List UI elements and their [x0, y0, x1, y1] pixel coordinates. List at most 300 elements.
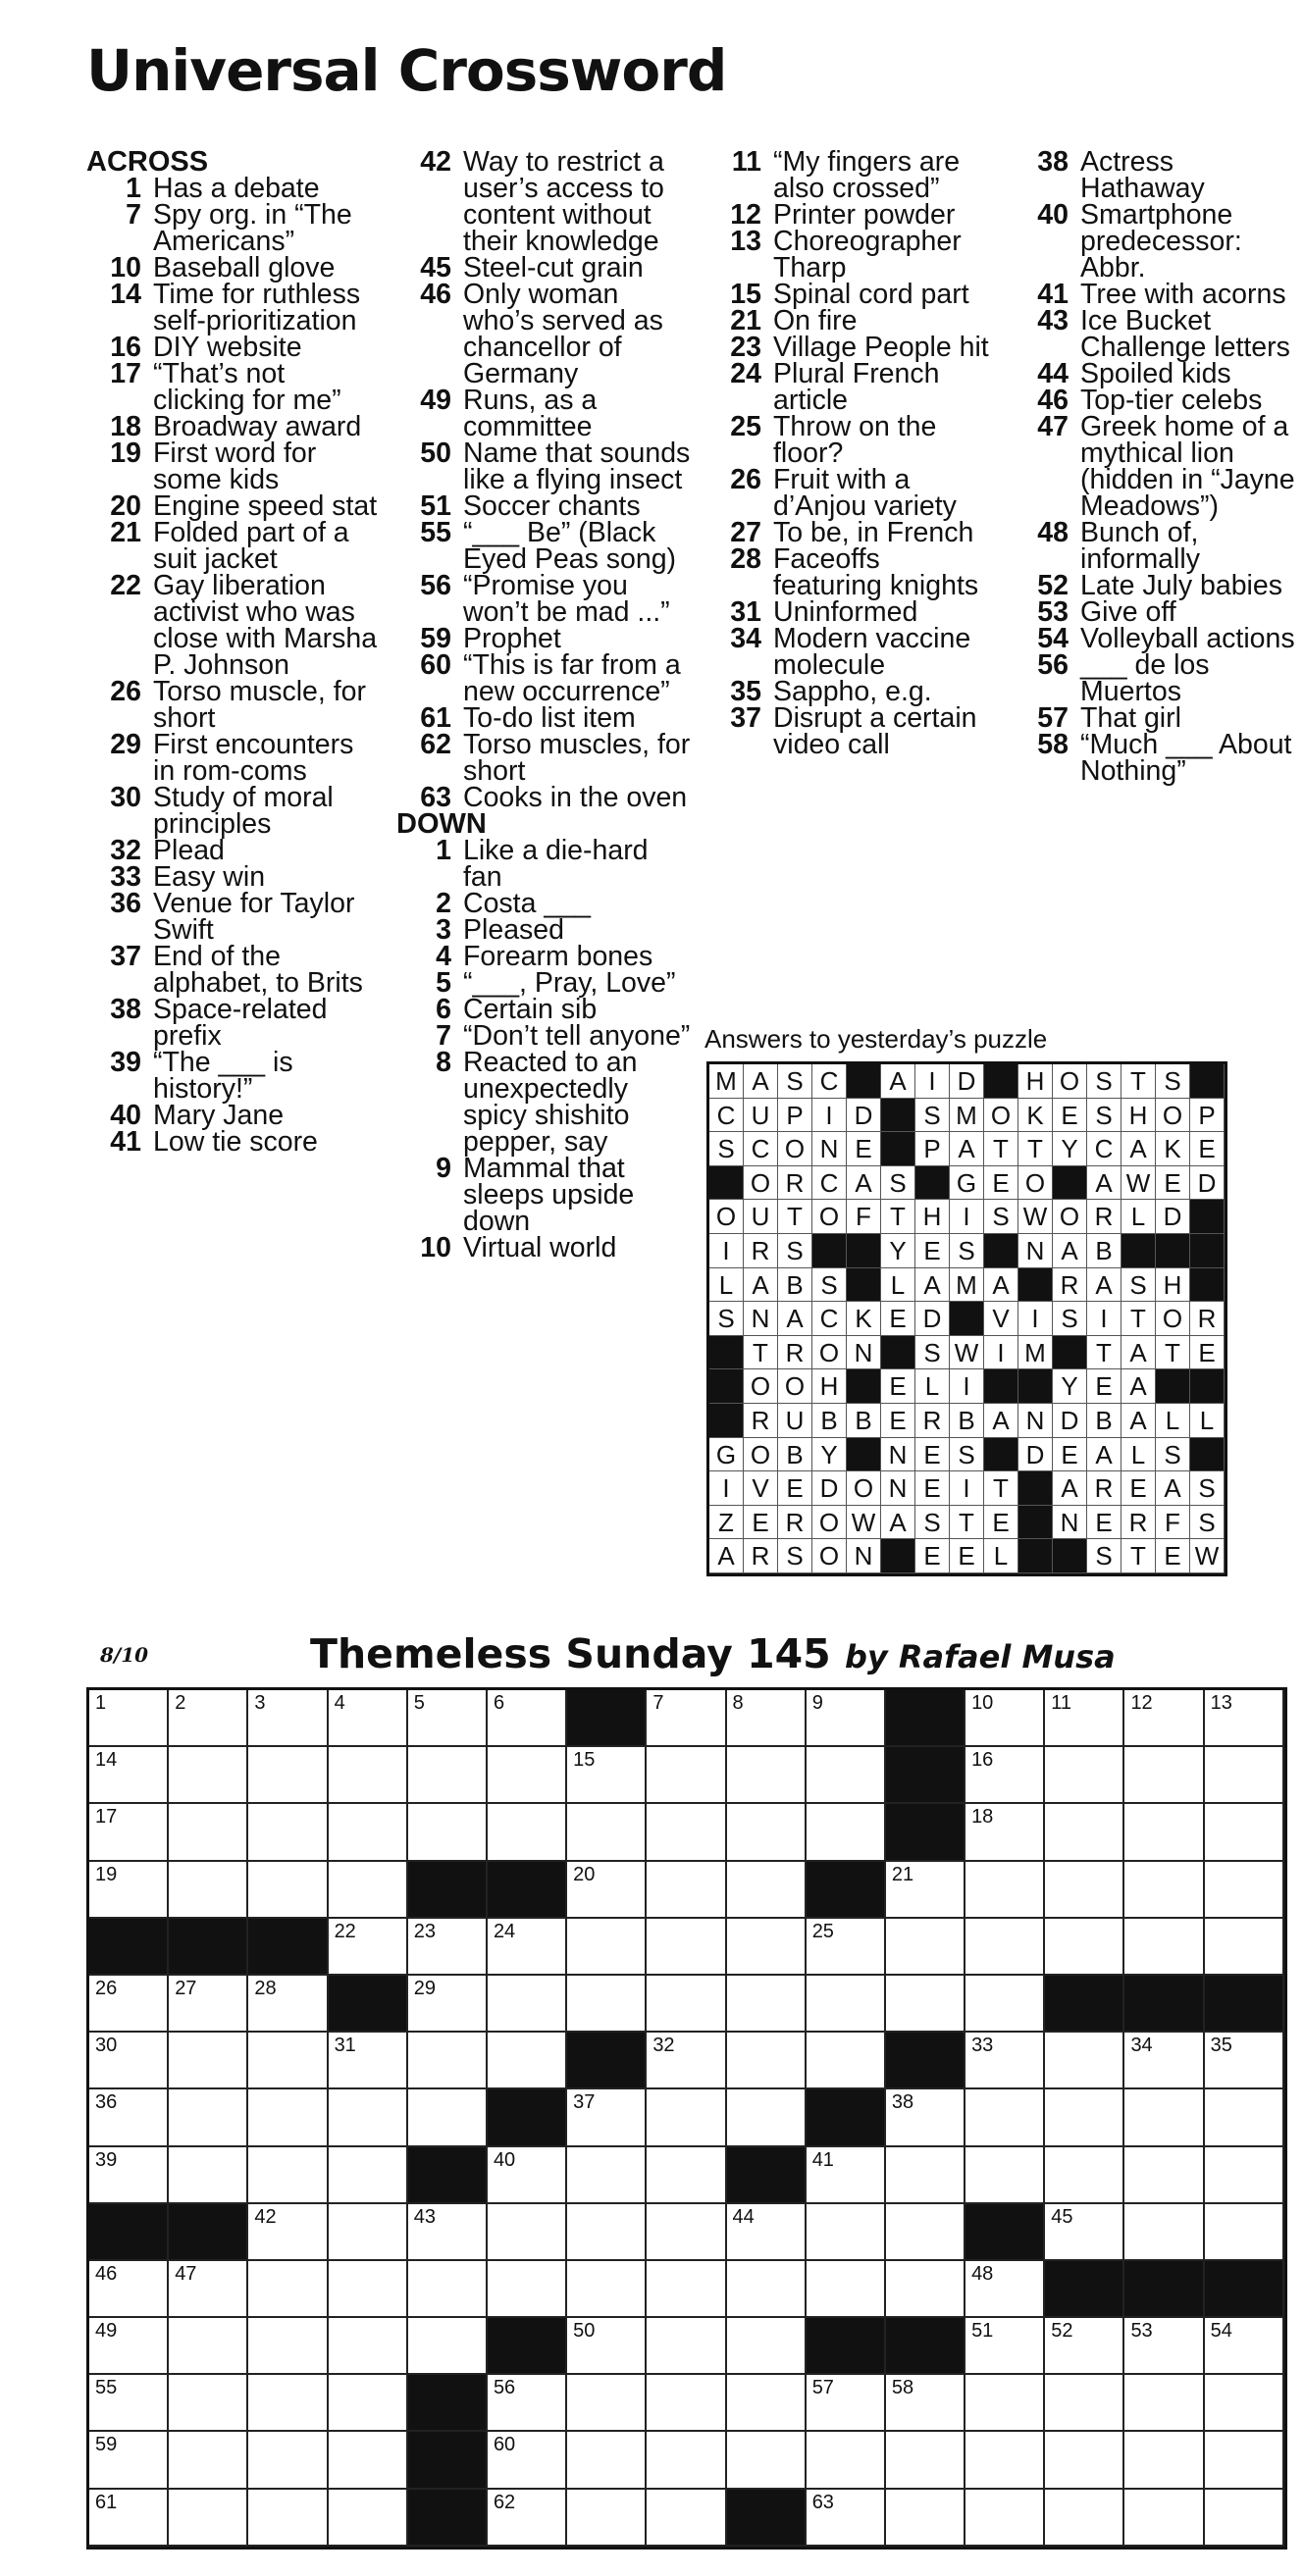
- grid-cell[interactable]: [488, 2261, 567, 2318]
- clue-number: 39: [110, 1047, 141, 1078]
- grid-cell[interactable]: [169, 1976, 248, 2033]
- clue-number: 20: [110, 490, 141, 522]
- grid-cell[interactable]: [965, 2490, 1045, 2547]
- cell-number: 42: [254, 2205, 277, 2228]
- clue: [396, 994, 691, 1025]
- grid-cell[interactable]: [647, 1919, 726, 1976]
- answer-cell: S: [984, 1200, 1018, 1234]
- grid-cell[interactable]: [886, 2490, 965, 2547]
- answer-cell: H: [1121, 1099, 1156, 1133]
- grid-block: [488, 1862, 567, 1919]
- clue-text: DIY website: [153, 332, 302, 363]
- clue-text: “___ Be” (Black Eyed Peas song): [463, 517, 677, 575]
- grid-cell[interactable]: [567, 1804, 647, 1861]
- grid-cell[interactable]: [647, 2490, 726, 2547]
- answer-block: [709, 1404, 744, 1438]
- answer-cell: R: [1087, 1471, 1121, 1506]
- cell-number: 2: [175, 1692, 186, 1714]
- grid-cell[interactable]: [807, 1976, 886, 2033]
- clue-text: Uninformed: [773, 596, 918, 628]
- grid-cell[interactable]: [89, 2033, 169, 2089]
- grid-cell[interactable]: [488, 1804, 567, 1861]
- clue: [1014, 358, 1298, 389]
- clue-number: 54: [1037, 623, 1069, 654]
- clue: [86, 490, 381, 522]
- answer-cell: A: [847, 1166, 881, 1201]
- grid-cell[interactable]: [886, 2375, 965, 2432]
- grid-cell[interactable]: [567, 2147, 647, 2204]
- grid-cell[interactable]: [248, 2147, 328, 2204]
- grid-cell[interactable]: [169, 1804, 248, 1861]
- answer-cell: W: [1190, 1539, 1225, 1573]
- grid-cell[interactable]: [408, 2089, 488, 2146]
- grid-cell[interactable]: [727, 2204, 807, 2261]
- clue-number: 40: [1037, 199, 1069, 231]
- clue-text: Spoiled kids: [1080, 358, 1231, 389]
- grid-cell[interactable]: [1205, 1804, 1284, 1861]
- grid-cell[interactable]: [169, 2261, 248, 2318]
- grid-cell[interactable]: [169, 2147, 248, 2204]
- answer-block: [950, 1302, 984, 1336]
- grid-cell[interactable]: [965, 1862, 1045, 1919]
- grid-cell[interactable]: [886, 2261, 965, 2318]
- grid-cell[interactable]: [727, 2261, 807, 2318]
- grid-cell[interactable]: [1205, 2147, 1284, 2204]
- answer-cell: E: [1121, 1471, 1156, 1506]
- grid-cell[interactable]: [1205, 2432, 1284, 2489]
- grid-cell[interactable]: [329, 1862, 408, 1919]
- grid-block: [329, 1976, 408, 2033]
- grid-cell[interactable]: [727, 1919, 807, 1976]
- grid-cell[interactable]: [248, 2261, 328, 2318]
- grid-cell[interactable]: [807, 1747, 886, 1804]
- answer-cell: S: [778, 1064, 812, 1099]
- grid-cell[interactable]: [1124, 1690, 1204, 1747]
- grid-cell[interactable]: [1205, 1919, 1284, 1976]
- answer-cell: O: [1053, 1200, 1087, 1234]
- grid-cell[interactable]: [248, 1804, 328, 1861]
- grid-cell[interactable]: [965, 2432, 1045, 2489]
- grid-cell[interactable]: [567, 1919, 647, 1976]
- grid-cell[interactable]: [965, 2318, 1045, 2375]
- grid-cell[interactable]: [488, 2033, 567, 2089]
- grid-cell[interactable]: [727, 2089, 807, 2146]
- grid-cell[interactable]: [1045, 2033, 1124, 2089]
- answer-cell: A: [1053, 1471, 1087, 1506]
- clue: [396, 517, 691, 575]
- grid-cell[interactable]: [965, 1804, 1045, 1861]
- answer-cell: S: [1156, 1064, 1190, 1099]
- grid-cell[interactable]: [248, 2432, 328, 2489]
- answer-cell: S: [778, 1539, 812, 1573]
- grid-cell[interactable]: [727, 1747, 807, 1804]
- grid-cell[interactable]: [408, 1690, 488, 1747]
- grid-cell[interactable]: [1205, 1862, 1284, 1919]
- grid-block: [567, 2033, 647, 2089]
- grid-cell[interactable]: [1124, 2432, 1204, 2489]
- grid-cell[interactable]: [89, 2432, 169, 2489]
- grid-cell[interactable]: [248, 2204, 328, 2261]
- grid-cell[interactable]: [248, 2490, 328, 2547]
- clue: [86, 279, 381, 336]
- grid-cell[interactable]: [1045, 1862, 1124, 1919]
- grid-cell[interactable]: [329, 2033, 408, 2089]
- grid-cell[interactable]: [408, 2318, 488, 2375]
- clue-text: Sappho, e.g.: [773, 676, 932, 707]
- grid-cell[interactable]: [647, 2261, 726, 2318]
- grid-cell[interactable]: [329, 2089, 408, 2146]
- clue: [1014, 146, 1298, 204]
- answer-cell: A: [881, 1506, 915, 1540]
- grid-cell[interactable]: [567, 2261, 647, 2318]
- grid-cell[interactable]: [169, 2490, 248, 2547]
- grid-cell[interactable]: [1205, 2089, 1284, 2146]
- answer-cell: O: [709, 1200, 744, 1234]
- grid-cell[interactable]: [886, 1862, 965, 1919]
- grid-cell[interactable]: [1045, 2318, 1124, 2375]
- grid-cell[interactable]: [567, 2375, 647, 2432]
- grid-cell[interactable]: [647, 1747, 726, 1804]
- clue: [396, 387, 691, 440]
- grid-cell[interactable]: [488, 2204, 567, 2261]
- grid-cell[interactable]: [329, 1747, 408, 1804]
- clue-number: 45: [420, 252, 451, 283]
- grid-cell[interactable]: [1124, 1919, 1204, 1976]
- clue-number: 29: [110, 729, 141, 760]
- grid-cell[interactable]: [248, 1690, 328, 1747]
- grid-cell[interactable]: [248, 2318, 328, 2375]
- grid-cell[interactable]: [408, 1747, 488, 1804]
- clue-number: 48: [1037, 517, 1069, 548]
- grid-cell[interactable]: [1124, 1747, 1204, 1804]
- grid-cell[interactable]: [727, 2375, 807, 2432]
- clue-text: Greek home of a mythical lion (hidden in “Jayne Meadows”): [1080, 411, 1295, 522]
- grid-cell[interactable]: [965, 2033, 1045, 2089]
- answer-cell: C: [709, 1099, 744, 1133]
- grid-block: [169, 2204, 248, 2261]
- grid-cell[interactable]: [169, 2375, 248, 2432]
- grid-cell[interactable]: [1124, 1862, 1204, 1919]
- grid-cell[interactable]: [1045, 2432, 1124, 2489]
- clue: [396, 967, 691, 999]
- grid-cell[interactable]: [488, 2147, 567, 2204]
- answer-cell: N: [881, 1471, 915, 1506]
- answer-block: [1156, 1234, 1190, 1268]
- grid-cell[interactable]: [329, 2318, 408, 2375]
- grid-cell[interactable]: [647, 2204, 726, 2261]
- answer-block: [1190, 1268, 1225, 1303]
- grid-cell[interactable]: [567, 2089, 647, 2146]
- answer-cell: D: [950, 1064, 984, 1099]
- answer-cell: R: [778, 1166, 812, 1201]
- grid-cell[interactable]: [647, 1804, 726, 1861]
- clue: [1014, 411, 1298, 522]
- grid-cell[interactable]: [965, 2261, 1045, 2318]
- cell-number: 34: [1130, 2035, 1153, 2057]
- clue-number: 41: [1037, 279, 1069, 310]
- grid-cell[interactable]: [329, 2490, 408, 2547]
- answer-cell: S: [950, 1438, 984, 1472]
- answer-cell: T: [1121, 1539, 1156, 1573]
- clue: [706, 146, 991, 204]
- grid-cell[interactable]: [488, 1690, 567, 1747]
- grid-cell[interactable]: [965, 1919, 1045, 1976]
- grid-cell[interactable]: [408, 2204, 488, 2261]
- answer-cell: A: [709, 1539, 744, 1573]
- grid-cell[interactable]: [248, 2033, 328, 2089]
- clue-text: Virtual world: [463, 1232, 617, 1263]
- grid-cell[interactable]: [329, 1690, 408, 1747]
- grid-cell[interactable]: [886, 1919, 965, 1976]
- grid-cell[interactable]: [329, 2204, 408, 2261]
- grid-cell[interactable]: [807, 2261, 886, 2318]
- clue-text: Tree with acorns: [1080, 279, 1286, 310]
- answer-cell: A: [1087, 1268, 1121, 1303]
- answer-cell: Y: [1053, 1132, 1087, 1166]
- grid-cell[interactable]: [169, 2318, 248, 2375]
- grid-cell[interactable]: [1045, 2089, 1124, 2146]
- grid-cell[interactable]: [89, 1976, 169, 2033]
- grid-cell[interactable]: [567, 2432, 647, 2489]
- grid-cell[interactable]: [329, 2147, 408, 2204]
- clue: [1014, 596, 1298, 628]
- grid-cell[interactable]: [1205, 2490, 1284, 2547]
- grid-block: [1205, 2261, 1284, 2318]
- grid-cell[interactable]: [647, 1862, 726, 1919]
- grid-cell[interactable]: [965, 2147, 1045, 2204]
- cell-number: 43: [413, 2205, 436, 2228]
- grid-cell[interactable]: [647, 2375, 726, 2432]
- grid-cell[interactable]: [329, 2261, 408, 2318]
- grid-cell[interactable]: [567, 2490, 647, 2547]
- grid-cell[interactable]: [1205, 2204, 1284, 2261]
- answer-cell: O: [1156, 1302, 1190, 1336]
- grid-cell[interactable]: [1124, 2147, 1204, 2204]
- grid-cell[interactable]: [1124, 1804, 1204, 1861]
- puzzle-byline: by Rafael Musa: [844, 1638, 1116, 1675]
- grid-cell[interactable]: [965, 1747, 1045, 1804]
- grid-cell[interactable]: [89, 2261, 169, 2318]
- grid-cell[interactable]: [647, 2318, 726, 2375]
- grid-cell[interactable]: [567, 1747, 647, 1804]
- grid-cell[interactable]: [647, 2033, 726, 2089]
- grid-block: [1205, 1976, 1284, 2033]
- clue-number: 6: [436, 994, 451, 1025]
- grid-cell[interactable]: [1124, 2490, 1204, 2547]
- grid-cell[interactable]: [1124, 2204, 1204, 2261]
- clue: [396, 702, 691, 734]
- answer-cell: S: [778, 1234, 812, 1268]
- cell-number: 26: [95, 1977, 118, 1999]
- grid-block: [169, 1919, 248, 1976]
- grid-cell[interactable]: [567, 1862, 647, 1919]
- grid-cell[interactable]: [248, 2375, 328, 2432]
- grid-cell[interactable]: [807, 1919, 886, 1976]
- answer-cell: B: [778, 1438, 812, 1472]
- grid-cell[interactable]: [1045, 1747, 1124, 1804]
- grid-cell[interactable]: [807, 2432, 886, 2489]
- grid-cell[interactable]: [329, 2432, 408, 2489]
- grid-cell[interactable]: [727, 2432, 807, 2489]
- grid-cell[interactable]: [1045, 1804, 1124, 1861]
- grid-cell[interactable]: [1045, 2490, 1124, 2547]
- cell-number: 19: [95, 1863, 118, 1885]
- clue: [396, 888, 691, 919]
- grid-cell[interactable]: [89, 2490, 169, 2547]
- grid-cell[interactable]: [1205, 1690, 1284, 1747]
- grid-cell[interactable]: [1205, 1747, 1284, 1804]
- grid-cell[interactable]: [89, 1747, 169, 1804]
- grid-cell[interactable]: [886, 2089, 965, 2146]
- grid-cell[interactable]: [248, 1976, 328, 2033]
- grid-cell[interactable]: [488, 1747, 567, 1804]
- grid-cell[interactable]: [727, 2318, 807, 2375]
- grid-cell[interactable]: [727, 1862, 807, 1919]
- grid-cell[interactable]: [169, 1690, 248, 1747]
- grid-cell[interactable]: [1124, 2318, 1204, 2375]
- answer-cell: F: [847, 1200, 881, 1234]
- clue: [86, 941, 381, 999]
- grid-cell[interactable]: [329, 1919, 408, 1976]
- grid-cell[interactable]: [807, 2490, 886, 2547]
- grid-cell[interactable]: [647, 1690, 726, 1747]
- grid-cell[interactable]: [886, 2204, 965, 2261]
- grid-cell[interactable]: [169, 2033, 248, 2089]
- cell-number: 17: [95, 1806, 118, 1829]
- grid-cell[interactable]: [567, 2204, 647, 2261]
- clue-text: Folded part of a suit jacket: [153, 517, 349, 575]
- grid-cell[interactable]: [807, 2147, 886, 2204]
- grid-cell[interactable]: [488, 1976, 567, 2033]
- grid-cell[interactable]: [965, 1976, 1045, 2033]
- grid-cell[interactable]: [1124, 2375, 1204, 2432]
- grid-cell[interactable]: [488, 2432, 567, 2489]
- grid-cell[interactable]: [169, 1747, 248, 1804]
- cell-number: 60: [493, 2434, 516, 2456]
- grid-cell[interactable]: [1045, 1690, 1124, 1747]
- grid-cell[interactable]: [89, 2318, 169, 2375]
- grid-cell[interactable]: [408, 1804, 488, 1861]
- grid-cell[interactable]: [488, 2375, 567, 2432]
- grid-cell[interactable]: [408, 1976, 488, 2033]
- answer-cell: Y: [881, 1234, 915, 1268]
- grid-cell[interactable]: [1045, 2375, 1124, 2432]
- cell-number: 18: [971, 1806, 994, 1829]
- grid-cell[interactable]: [647, 2147, 726, 2204]
- grid-cell[interactable]: [647, 1976, 726, 2033]
- clue-number: 46: [420, 279, 451, 310]
- grid-block: [408, 1862, 488, 1919]
- grid-cell[interactable]: [727, 1690, 807, 1747]
- cell-number: 10: [971, 1692, 994, 1714]
- grid-cell[interactable]: [647, 2089, 726, 2146]
- grid-cell[interactable]: [567, 2318, 647, 2375]
- grid-cell[interactable]: [1045, 1919, 1124, 1976]
- grid-cell[interactable]: [1045, 2204, 1124, 2261]
- grid-cell[interactable]: [89, 1804, 169, 1861]
- grid-cell[interactable]: [807, 1690, 886, 1747]
- grid-cell[interactable]: [886, 2147, 965, 2204]
- answer-block: [1156, 1369, 1190, 1404]
- grid-cell[interactable]: [89, 2375, 169, 2432]
- cell-number: 58: [891, 2377, 914, 2399]
- grid-cell[interactable]: [248, 1747, 328, 1804]
- answer-cell: S: [1087, 1539, 1121, 1573]
- grid-cell[interactable]: [965, 1690, 1045, 1747]
- clue: [396, 1047, 691, 1158]
- grid-cell[interactable]: [89, 2089, 169, 2146]
- grid-cell[interactable]: [727, 1804, 807, 1861]
- answer-cell: T: [1121, 1302, 1156, 1336]
- grid-cell[interactable]: [89, 1690, 169, 1747]
- grid-cell[interactable]: [408, 1919, 488, 1976]
- grid-cell[interactable]: [248, 1862, 328, 1919]
- grid-cell[interactable]: [408, 2261, 488, 2318]
- answer-cell: A: [1053, 1234, 1087, 1268]
- grid-cell[interactable]: [248, 2089, 328, 2146]
- clue: [706, 411, 991, 469]
- clue-number: 14: [110, 279, 141, 310]
- grid-cell[interactable]: [807, 2204, 886, 2261]
- grid-cell[interactable]: [807, 2033, 886, 2089]
- grid-block: [886, 1747, 965, 1804]
- answer-cell: D: [1156, 1200, 1190, 1234]
- grid-cell[interactable]: [1205, 2375, 1284, 2432]
- grid-cell[interactable]: [807, 2375, 886, 2432]
- cell-number: 59: [95, 2434, 118, 2456]
- grid-cell[interactable]: [408, 2033, 488, 2089]
- clue-text: “This is far from a new occurrence”: [463, 649, 681, 707]
- grid-cell[interactable]: [647, 2432, 726, 2489]
- grid-cell[interactable]: [169, 2089, 248, 2146]
- cell-number: 12: [1130, 1692, 1153, 1714]
- answer-cell: N: [847, 1539, 881, 1573]
- answer-cell: H: [1018, 1064, 1053, 1099]
- grid-cell[interactable]: [488, 1919, 567, 1976]
- grid-cell[interactable]: [965, 2375, 1045, 2432]
- grid-cell[interactable]: [1124, 2033, 1204, 2089]
- grid-cell[interactable]: [1124, 2089, 1204, 2146]
- grid-cell[interactable]: [329, 1804, 408, 1861]
- grid-cell[interactable]: [89, 2147, 169, 2204]
- grid-cell[interactable]: [807, 1804, 886, 1861]
- grid-cell[interactable]: [169, 1862, 248, 1919]
- answer-block: [1190, 1369, 1225, 1404]
- clue-number: 31: [730, 596, 761, 628]
- grid-cell[interactable]: [886, 1976, 965, 2033]
- grid-cell[interactable]: [567, 1976, 647, 2033]
- grid-cell[interactable]: [727, 1976, 807, 2033]
- clue: [396, 782, 691, 813]
- clue: [396, 941, 691, 972]
- grid-cell[interactable]: [1205, 2033, 1284, 2089]
- answer-block: [984, 1064, 1018, 1099]
- grid-cell[interactable]: [1205, 2318, 1284, 2375]
- answer-cell: R: [1121, 1506, 1156, 1540]
- answer-block: [709, 1336, 744, 1370]
- answer-cell: E: [1190, 1336, 1225, 1370]
- grid-cell[interactable]: [965, 2089, 1045, 2146]
- grid-cell[interactable]: [89, 1862, 169, 1919]
- grid-cell[interactable]: [1045, 2147, 1124, 2204]
- clue: [706, 226, 991, 283]
- grid-cell[interactable]: [886, 2432, 965, 2489]
- clue-number: 53: [1037, 596, 1069, 628]
- grid-cell[interactable]: [169, 2432, 248, 2489]
- grid-cell[interactable]: [727, 2033, 807, 2089]
- grid-cell[interactable]: [329, 2375, 408, 2432]
- grid-cell[interactable]: [488, 2490, 567, 2547]
